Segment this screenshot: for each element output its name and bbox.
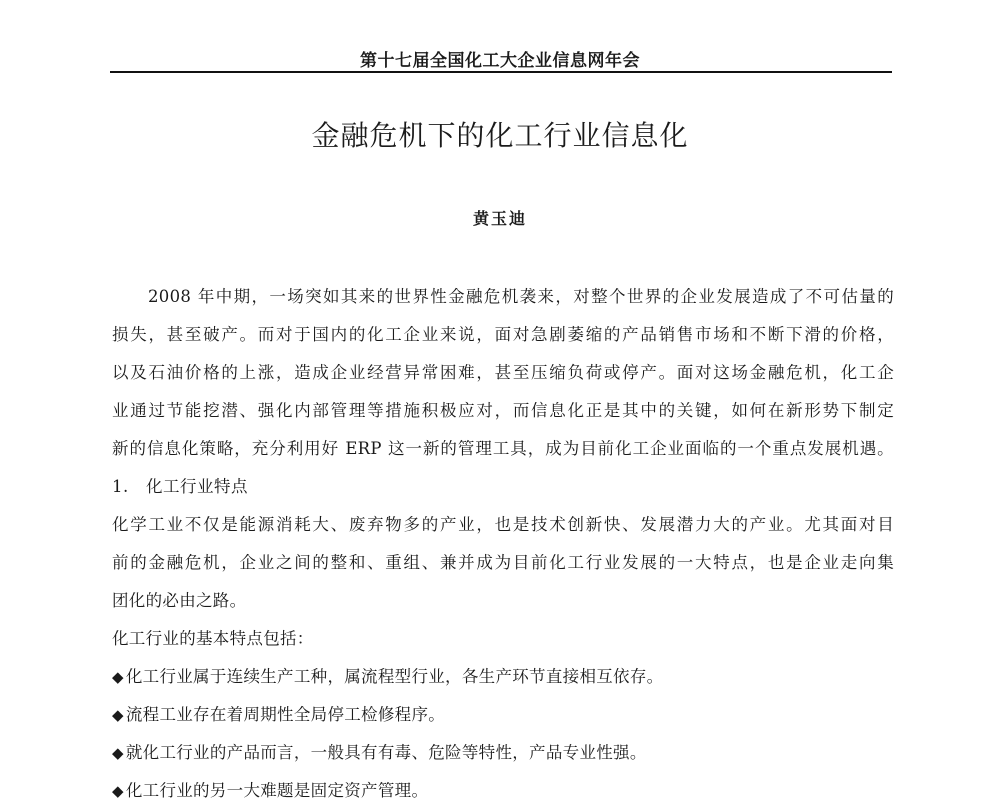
- list-item-text: 流程工业存在着周期性全局停工检修程序。: [125, 705, 446, 724]
- text-line: 损失，甚至破产。而对于国内的化工企业来说，面对急剧萎缩的产品销售市场和不断下滑的价格，: [112, 325, 894, 344]
- section-title: 化工行业特点: [146, 477, 248, 496]
- running-header: 第十七届全国化工大企业信息网年会: [360, 51, 640, 71]
- text-line: 以及石油价格的上涨，造成企业经营异常困难，甚至压缩负荷或停产。面对这场金融危机，化工企: [112, 363, 894, 382]
- diamond-bullet-icon: ◆: [112, 706, 124, 724]
- section-paragraph: [112, 506, 894, 620]
- list-item: [112, 658, 894, 696]
- list-item: [112, 696, 894, 734]
- section-heading: [112, 468, 894, 506]
- text-line: 团化的必由之路。: [112, 591, 247, 610]
- intro-paragraph: [112, 278, 894, 468]
- author-name: 黄玉迪: [472, 209, 527, 228]
- diamond-bullet-icon: ◆: [112, 668, 124, 686]
- diamond-bullet-icon: ◆: [112, 782, 124, 800]
- section-number: 1.: [112, 477, 129, 496]
- list-intro: 化工行业的基本特点包括：: [112, 629, 314, 648]
- article-title: 金融危机下的化工行业信息化: [311, 119, 689, 152]
- list-item-text: 化工行业属于连续生产工种，属流程型行业，各生产环节直接相互依存。: [125, 667, 664, 686]
- text-line: 业通过节能挖潜、强化内部管理等措施积极应对，而信息化正是其中的关键，如何在新形势下制定: [112, 401, 894, 420]
- text-line: 新的信息化策略，充分利用好 ERP 这一新的管理工具，成为目前化工企业面临的一个重点发展机遇。: [112, 439, 894, 458]
- diamond-bullet-icon: ◆: [112, 744, 124, 762]
- list-item-text: 化工行业的另一大难题是固定资产管理。: [125, 781, 429, 800]
- header-rule: [110, 71, 892, 73]
- text-line: 前的金融危机，企业之间的整和、重组、兼并成为目前化工行业发展的一大特点，也是企业走向集: [112, 553, 894, 572]
- list-item-text: 就化工行业的产品而言，一般具有有毒、危险等特性，产品专业性强。: [125, 743, 647, 762]
- text-line: 2008 年中期，一场突如其来的世界性金融危机袭来，对整个世界的企业发展造成了不可估量的: [148, 287, 894, 306]
- list-item: [112, 734, 894, 772]
- article-body: [112, 278, 894, 800]
- text-line: 化学工业不仅是能源消耗大、废弃物多的产业，也是技术创新快、发展潜力大的产业。尤其面对目: [112, 515, 894, 534]
- list-item: [112, 772, 894, 800]
